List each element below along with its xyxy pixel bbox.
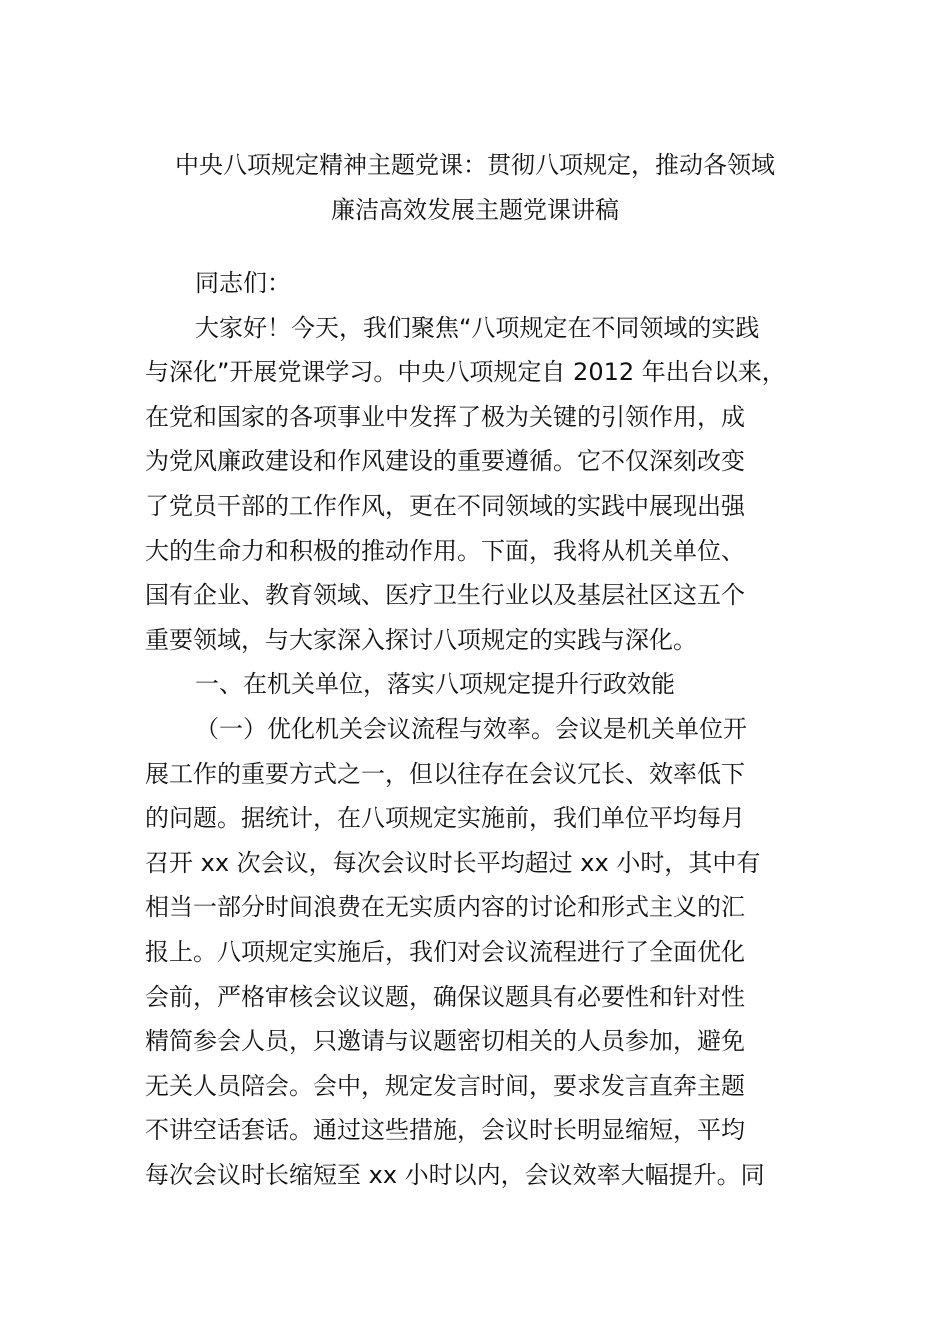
body-line: 无关人员陪会。会中，规定发言时间，要求发言直奔主题 [145, 1072, 745, 1100]
body-line: 大的生命力和积极的推动作用。下面，我将从机关单位、 [145, 537, 745, 565]
body-line: 了党员干部的工作作风，更在不同领域的实践中展现出强 [145, 492, 745, 520]
body-line: 重要领域，与大家深入探讨八项规定的实践与深化。 [145, 626, 697, 654]
body-line: 的问题。据统计，在八项规定实施前，我们单位平均每月 [145, 804, 745, 832]
body-line: 每次会议时长缩短至 xx 小时以内，会议效率大幅提升。同 [145, 1161, 765, 1189]
body-line: 相当一部分时间浪费在无实质内容的讨论和形式主义的汇 [145, 893, 745, 921]
body-line: 一、在机关单位，落实八项规定提升行政效能 [195, 670, 675, 698]
body-line: 大家好！今天，我们聚焦“八项规定在不同领域的实践 [195, 314, 760, 342]
body-line: 精简参会人员，只邀请与议题密切相关的人员参加，避免 [145, 1027, 745, 1055]
body-line: 不讲空话套话。通过这些措施，会议时长明显缩短，平均 [145, 1116, 745, 1144]
document-title-line-2: 廉洁高效发展主题党课讲稿 [331, 196, 619, 224]
document-title-line-1: 中央八项规定精神主题党课：贯彻八项规定，推动各领域 [175, 151, 775, 179]
body-line: 与深化”开展党课学习。中央八项规定自 2012 年出台以来， [145, 358, 786, 386]
body-line: 召开 xx 次会议，每次会议时长平均超过 xx 小时，其中有 [145, 849, 761, 877]
body-line: 在党和国家的各项事业中发挥了极为关键的引领作用，成 [145, 403, 745, 431]
body-line: （一）优化机关会议流程与效率。会议是机关单位开 [195, 715, 747, 743]
body-line: 国有企业、教育领域、医疗卫生行业以及基层社区这五个 [145, 581, 745, 609]
body-line: 报上。八项规定实施后，我们对会议流程进行了全面优化 [145, 938, 745, 966]
body-line: 同志们： [195, 269, 291, 297]
body-line: 展工作的重要方式之一，但以往存在会议冗长、效率低下 [145, 760, 745, 788]
body-line: 为党风廉政建设和作风建设的重要遵循。它不仅深刻改变 [145, 447, 745, 475]
body-line: 会前，严格审核会议议题，确保议题具有必要性和针对性 [145, 983, 745, 1011]
